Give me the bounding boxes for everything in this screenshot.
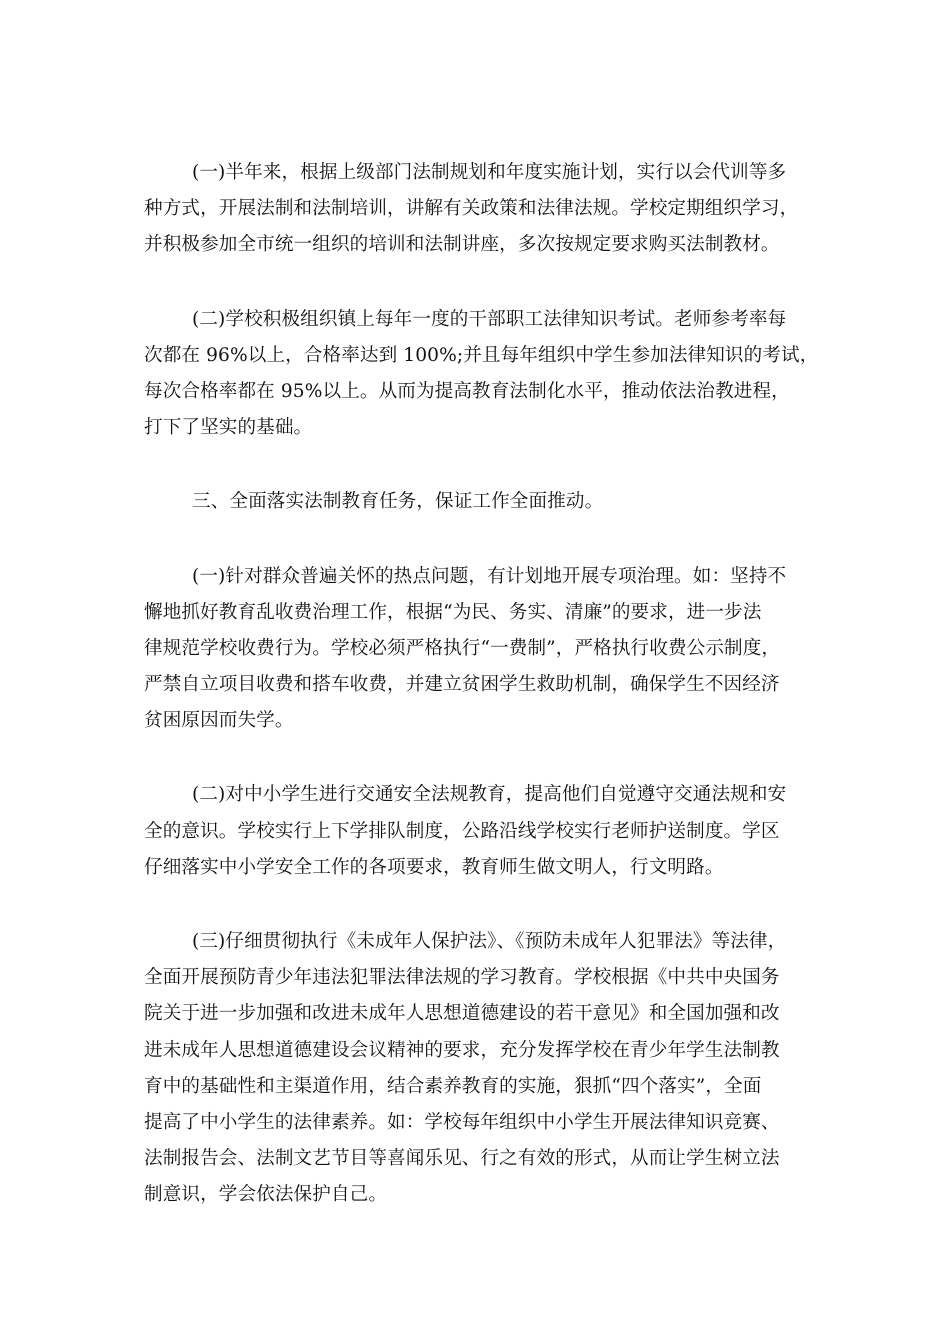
paragraph-minor-protection: [144, 924, 816, 1214]
text-line: 全面开展预防青少年违法犯罪法律法规的学习教育。学校根据《中共中央国务: [144, 967, 780, 989]
paragraph-training: [144, 155, 816, 264]
text-line: 每次合格率都在 95%以上。从而为提高教育法制化水平，推动依法治教进程，: [144, 380, 790, 402]
text-line: 全的意识。学校实行上下学排队制度，公路沿线学校实行老师护送制度。学区: [144, 820, 780, 842]
text-line: 仔细落实中小学安全工作的各项要求，教育师生做文明人，行文明路。: [144, 856, 724, 878]
text-line: 制意识，学会依法保护自己。: [144, 1184, 388, 1206]
paragraph-law-exam: [144, 302, 819, 447]
text-line: 律规范学校收费行为。学校必须严格执行“一费制”，严格执行收费公示制度，: [144, 637, 781, 659]
text-line: 严禁自立项目收费和搭车收费，并建立贫困学生救助机制，确保学生不因经济: [144, 674, 780, 696]
text-line: 次都在 96%以上，合格率达到 100%;并且每年组织中学生参加法律知识的考试，: [144, 344, 819, 366]
paragraph-traffic-safety: [144, 777, 816, 886]
text-line: 贫困原因而失学。: [144, 710, 294, 732]
text-line: 懈地抓好教育乱收费治理工作，根据“为民、务实、清廉”的要求，进一步法: [144, 601, 762, 623]
paragraph-fee-governance: [144, 559, 816, 740]
heading-line: 三、全面落实法制教育任务，保证工作全面推动。: [192, 491, 604, 513]
text-line: (三)仔细贯彻执行《未成年人保护法》、《预防未成年人犯罪法》等法律，: [192, 931, 787, 952]
text-line: 提高了中小学生的法律素养。如：学校每年组织中小学生开展法律知识竞赛、: [144, 1111, 780, 1133]
document-body: [144, 155, 819, 1252]
text-line: 育中的基础性和主渠道作用，结合素养教育的实施，狠抓“四个落实”，全面: [144, 1075, 762, 1097]
text-line: (一)针对群众普遍关怀的热点问题，有计划地开展专项治理。如：坚持不: [192, 565, 787, 587]
text-line: 法制报告会、法制文艺节目等喜闻乐见、行之有效的形式，从而让学生树立法: [144, 1148, 780, 1170]
text-line: (二)学校积极组织镇上每年一度的干部职工法律知识考试。老师参考率每: [192, 308, 787, 330]
text-line: (二)对中小学生进行交通安全法规教育，提高他们自觉遵守交通法规和安: [192, 784, 787, 806]
text-line: 打下了坚实的基础。: [144, 417, 313, 439]
section-heading: [144, 484, 816, 520]
text-line: 种方式，开展法制和法制培训，讲解有关政策和法律法规。学校定期组织学习，: [144, 198, 799, 220]
text-line: 进未成年人思想道德建设会议精神的要求，充分发挥学校在青少年学生法制教: [144, 1039, 780, 1061]
text-line: 院关于进一步加强和改进未成年人思想道德建设的若干意见》和全国加强和改: [144, 1003, 780, 1025]
text-line: 并积极参加全市统一组织的培训和法制讲座，多次按规定要求购买法制教材。: [144, 234, 780, 256]
text-line: (一)半年来，根据上级部门法制规划和年度实施计划，实行以会代训等多: [192, 162, 787, 183]
